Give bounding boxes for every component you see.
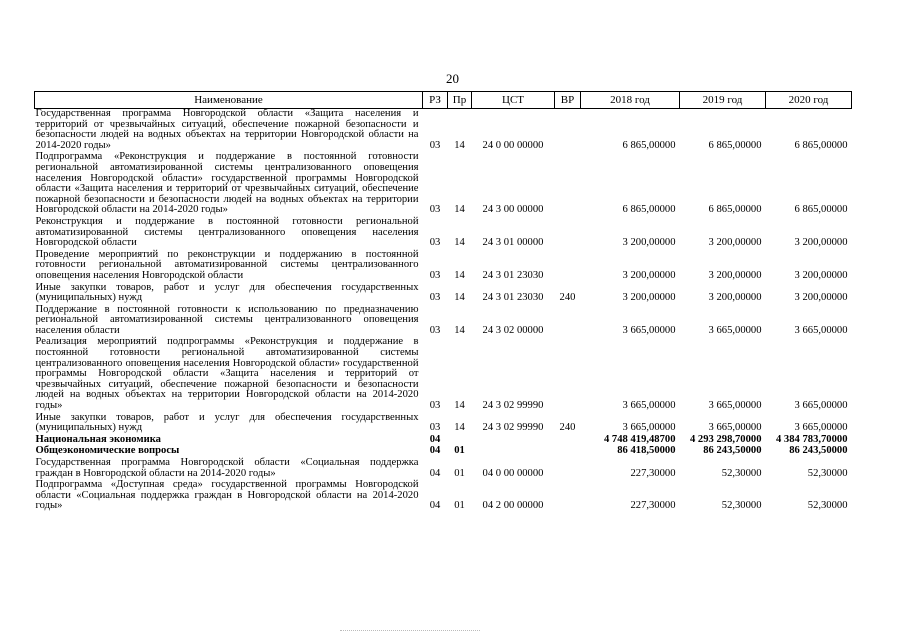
cell-vr bbox=[555, 446, 581, 458]
cell-2019: 3 665,00000 bbox=[708, 400, 762, 412]
cell-2018: 3 665,00000 bbox=[622, 422, 676, 434]
cell-2018: 227,30000 bbox=[630, 467, 676, 479]
cell-2020: 6 865,00000 bbox=[794, 204, 848, 216]
column-header-2019: 2019 год bbox=[680, 92, 766, 109]
cell-2018: 3 200,00000 bbox=[622, 237, 676, 249]
cell-name: Реализация мероприятий подпрограммы «Реконструкция и поддержание в постоянной готовности региональной автоматизированной системы централизованного оповещения населения Новгородской области» государственной программы Новгородской области «Защита населения и территорий от чрезвычайных ситуаций, обеспечение пожарной безопасности и безопасности людей на водных объектах на территории Новгородской области на 2014-2020 годы» bbox=[35, 336, 419, 412]
cell-pr: 14 bbox=[454, 400, 465, 412]
cell-2018: 227,30000 bbox=[630, 500, 676, 512]
cell-name: Государственная программа Новгородской области «Социальная поддержка граждан в Новгородской области на 2014-2020 годы» bbox=[35, 457, 419, 479]
cell-2019: 4 293 298,70000 bbox=[689, 433, 762, 445]
table-row bbox=[35, 305, 852, 338]
cell-vr: 240 bbox=[559, 292, 576, 304]
cell-name: Иные закупки товаров, работ и услуг для обеспечения государственных (муниципальных) нужд bbox=[35, 411, 419, 434]
column-header-vr: ВР bbox=[555, 92, 581, 109]
cell-2019: 3 200,00000 bbox=[708, 292, 762, 304]
cell-vr bbox=[555, 435, 581, 447]
cell-2020: 3 200,00000 bbox=[794, 269, 848, 281]
cell-2018: 4 748 419,48700 bbox=[603, 433, 676, 445]
cell-2018: 6 865,00000 bbox=[622, 204, 676, 216]
cell-2020: 6 865,00000 bbox=[794, 139, 848, 151]
cell-vr bbox=[555, 250, 581, 283]
cell-rz: 03 bbox=[429, 269, 441, 281]
table-body bbox=[35, 109, 852, 513]
cell-vr bbox=[555, 152, 581, 217]
cell-rz: 04 bbox=[429, 500, 441, 512]
cell-cst: 24 3 02 00000 bbox=[482, 324, 544, 336]
cell-cst: 24 3 02 99990 bbox=[482, 422, 544, 434]
cell-pr: 14 bbox=[454, 204, 465, 216]
cell-vr bbox=[555, 480, 581, 513]
cell-pr: 01 bbox=[454, 500, 465, 512]
table-row bbox=[35, 458, 852, 480]
cell-rz: 03 bbox=[429, 292, 441, 304]
cell-2018: 86 418,50000 bbox=[617, 445, 676, 457]
cell-2020: 3 665,00000 bbox=[794, 400, 848, 412]
cell-pr: 14 bbox=[454, 292, 465, 304]
cell-2018: 6 865,00000 bbox=[622, 139, 676, 151]
cell-rz: 03 bbox=[429, 139, 441, 151]
cell-cst: 04 0 00 00000 bbox=[482, 467, 544, 479]
cell-2019: 3 200,00000 bbox=[708, 237, 762, 249]
column-header-name: Наименование bbox=[35, 92, 423, 109]
cell-name: Реконструкция и поддержание в постоянной готовности региональной автоматизированной системы централизованного оповещения населения Новгородской области bbox=[35, 215, 419, 249]
cell-rz: 04 bbox=[429, 445, 441, 457]
cell-2020: 3 665,00000 bbox=[794, 422, 848, 434]
cell-vr bbox=[555, 217, 581, 250]
cell-2020: 4 384 783,70000 bbox=[775, 433, 848, 445]
cell-2020: 3 665,00000 bbox=[794, 324, 848, 336]
cell-name: Иные закупки товаров, работ и услуг для обеспечения государственных (муниципальных) нужд bbox=[35, 281, 419, 304]
column-header-2018: 2018 год bbox=[581, 92, 680, 109]
cell-rz: 03 bbox=[429, 237, 441, 249]
cell-2020: 52,30000 bbox=[807, 467, 848, 479]
cell-name: Общеэкономические вопросы bbox=[35, 445, 180, 457]
cell-2019: 52,30000 bbox=[721, 467, 762, 479]
cell-name: Поддержание в постоянной готовности к использованию по предназначению региональной автоматизированной системы централизованного оповещения населения области bbox=[35, 303, 419, 336]
cell-pr: 14 bbox=[454, 269, 465, 281]
cell-cst: 24 3 00 00000 bbox=[482, 204, 544, 216]
cell-name: Проведение мероприятий по реконструкции и поддержанию в постоянной готовности региональной автоматизированной системы централизованного оповещения населения Новгородской области bbox=[35, 248, 419, 281]
scan-artifact-line bbox=[340, 630, 480, 632]
column-header-pr: Пр bbox=[448, 92, 472, 109]
budget-table bbox=[34, 91, 852, 513]
cell-cst: 24 3 01 23030 bbox=[482, 292, 544, 304]
cell-pr: 14 bbox=[454, 422, 465, 434]
cell-cst: 04 2 00 00000 bbox=[482, 500, 544, 512]
table-row bbox=[35, 283, 852, 305]
table-row bbox=[35, 109, 852, 153]
page-number: 20 bbox=[446, 71, 459, 86]
cell-2019: 86 243,50000 bbox=[703, 445, 762, 457]
cell-2020: 3 200,00000 bbox=[794, 237, 848, 249]
cell-2019: 6 865,00000 bbox=[708, 204, 762, 216]
cell-pr: 14 bbox=[454, 324, 465, 336]
table-row bbox=[35, 413, 852, 435]
cell-vr bbox=[555, 305, 581, 338]
cell-name: Подпрограмма «Реконструкция и поддержание в постоянной готовности региональной автоматизированной системы централизованного оповещения населения Новгородской области» государственной программы Новгородской области «Защита населения и территорий от чрезвычайных ситуаций, обеспечение пожарной безопасности и безопасности людей на водных объектах на территории Новгородской области на 2014-2020 годы» bbox=[35, 151, 419, 216]
cell-2018: 3 200,00000 bbox=[622, 292, 676, 304]
cell-vr: 240 bbox=[559, 422, 576, 434]
table-row bbox=[35, 250, 852, 283]
cell-pr: 14 bbox=[454, 139, 465, 151]
cell-rz: 03 bbox=[429, 422, 441, 434]
cell-rz: 03 bbox=[429, 324, 441, 336]
cell-2018: 3 665,00000 bbox=[622, 400, 676, 412]
cell-rz: 04 bbox=[429, 433, 441, 445]
cell-name: Государственная программа Новгородской области «Защита населения и территорий от чрезвычайных ситуаций, обеспечение пожарной безопасности и безопасности людей на водных объектах на территории Новгородской области на 2014-2020 годы» bbox=[35, 108, 419, 151]
table-row bbox=[35, 480, 852, 513]
column-header-rz: РЗ bbox=[423, 92, 448, 109]
cell-rz: 04 bbox=[429, 467, 441, 479]
cell-2019: 52,30000 bbox=[721, 500, 762, 512]
cell-2019: 3 665,00000 bbox=[708, 422, 762, 434]
cell-2018: 3 200,00000 bbox=[622, 269, 676, 281]
table-row bbox=[35, 152, 852, 217]
cell-cst: 24 0 00 00000 bbox=[482, 139, 544, 151]
cell-2018: 3 665,00000 bbox=[622, 324, 676, 336]
cell-2019: 6 865,00000 bbox=[708, 139, 762, 151]
cell-2020: 86 243,50000 bbox=[789, 445, 848, 457]
cell-cst: 24 3 01 23030 bbox=[482, 269, 544, 281]
table-header-row bbox=[35, 92, 852, 109]
cell-2020: 52,30000 bbox=[807, 500, 848, 512]
cell-2019: 3 665,00000 bbox=[708, 324, 762, 336]
cell-cst bbox=[472, 446, 555, 458]
cell-pr: 01 bbox=[454, 445, 465, 457]
cell-pr: 01 bbox=[454, 467, 465, 479]
cell-cst bbox=[472, 435, 555, 447]
table-row bbox=[35, 337, 852, 412]
cell-cst: 24 3 01 00000 bbox=[482, 237, 544, 249]
cell-2019: 3 200,00000 bbox=[708, 269, 762, 281]
cell-name: Национальная экономика bbox=[35, 433, 161, 445]
cell-cst: 24 3 02 99990 bbox=[482, 400, 544, 412]
cell-name: Подпрограмма «Доступная среда» государственной программы Новгородской области «Социальная поддержка граждан в Новгородской области на 2014-2020 годы» bbox=[35, 479, 419, 512]
column-header-cst: ЦСТ bbox=[472, 92, 555, 109]
cell-vr bbox=[555, 458, 581, 480]
cell-rz: 03 bbox=[429, 400, 441, 412]
cell-pr: 14 bbox=[454, 237, 465, 249]
cell-vr bbox=[555, 109, 581, 153]
table-row bbox=[35, 217, 852, 250]
column-header-2020: 2020 год bbox=[766, 92, 852, 109]
cell-rz: 03 bbox=[429, 204, 441, 216]
cell-vr bbox=[555, 337, 581, 412]
cell-2020: 3 200,00000 bbox=[794, 292, 848, 304]
